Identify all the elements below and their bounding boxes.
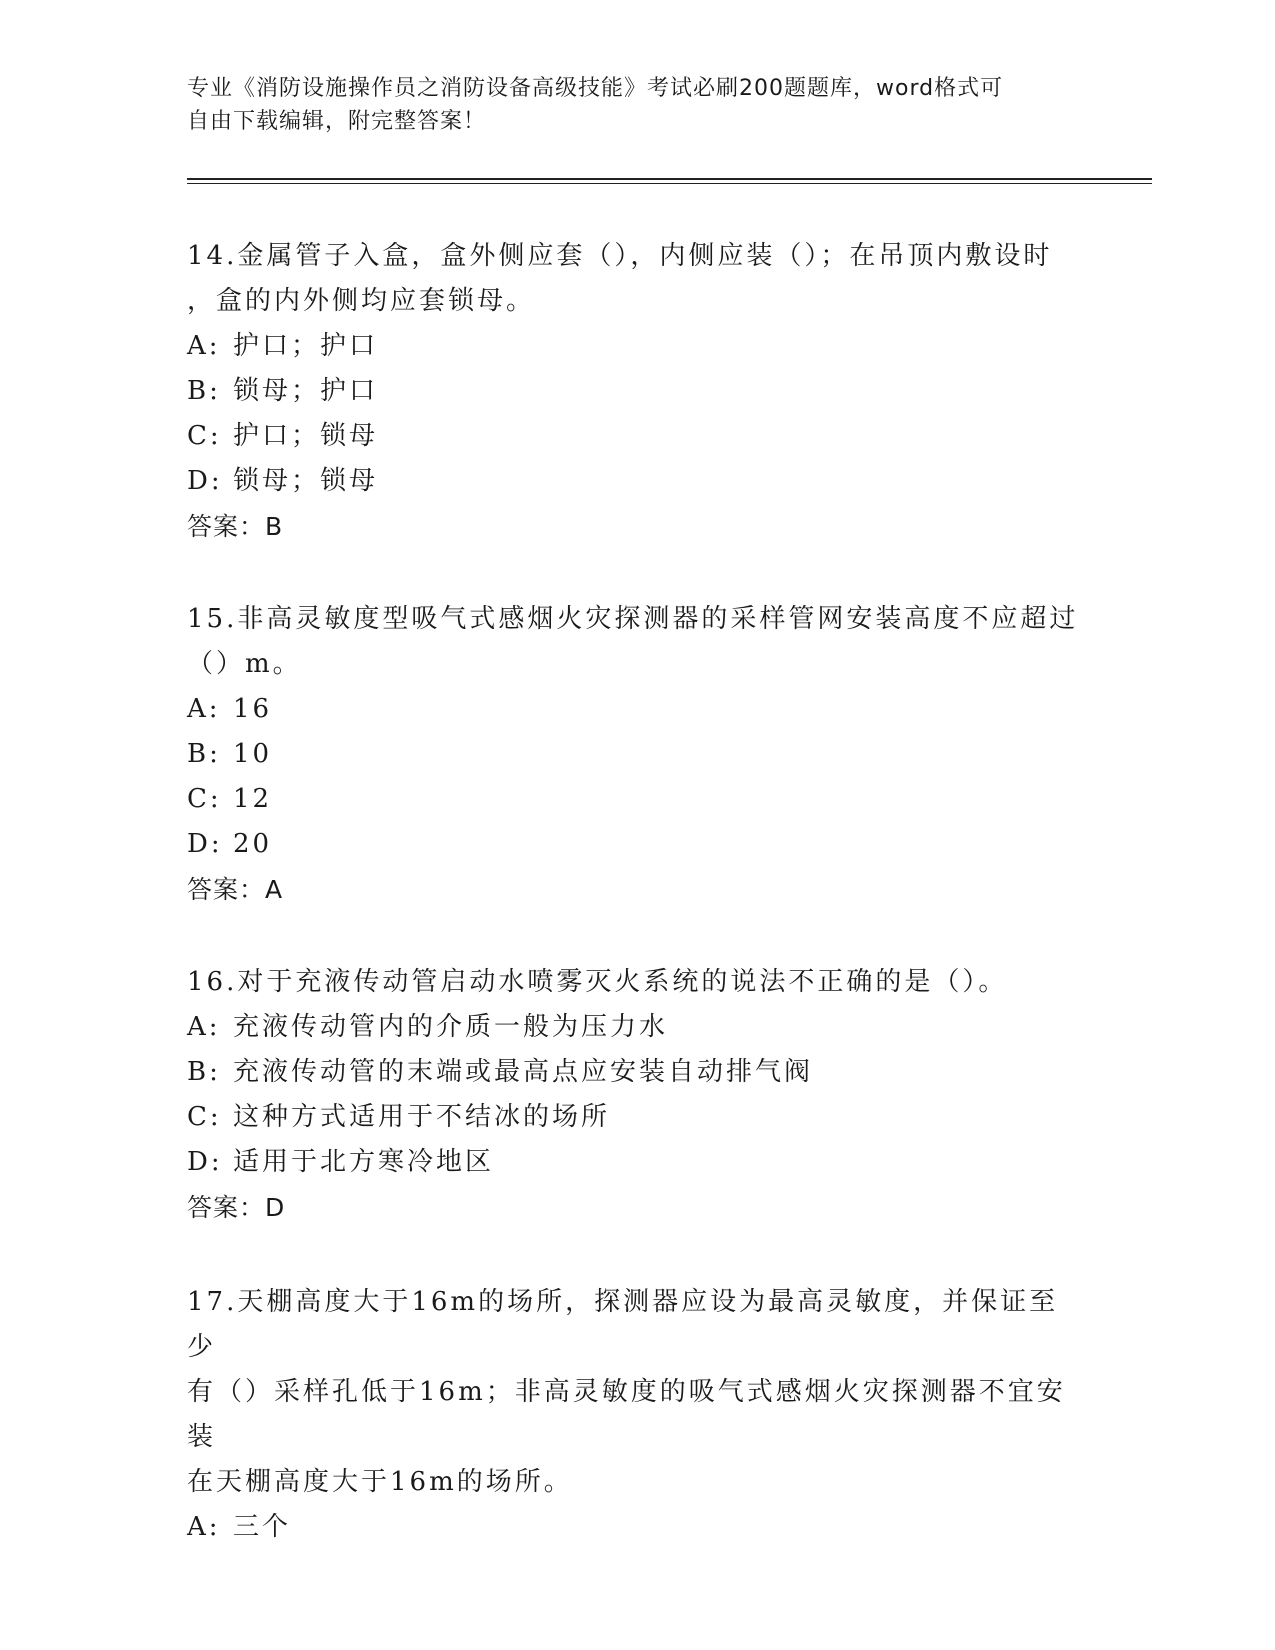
document-header xyxy=(187,72,1067,138)
question-stem: 有（）采样孔低于16m；非高灵敏度的吸气式感烟火灾探测器不宜安装 xyxy=(187,1377,1066,1452)
option-text: 适用于北方寒冷地区 xyxy=(233,1147,495,1177)
option-text: 充液传动管的末端或最高点应安装自动排气阀 xyxy=(233,1057,814,1087)
question-stem: 14.金属管子入盒，盒外侧应套（），内侧应装（）；在吊顶内敷设时 xyxy=(187,241,1053,271)
question-stem: ，盒的内外侧均应套锁母。 xyxy=(187,286,536,316)
option-a xyxy=(187,1505,1087,1550)
option-c xyxy=(187,777,1087,822)
option-key: D: xyxy=(187,829,223,859)
question-stem: 16.对于充液传动管启动水喷雾灭火系统的说法不正确的是（）。 xyxy=(187,967,1008,997)
header-line-2: 自由下载编辑，附完整答案！ xyxy=(187,109,487,134)
option-d xyxy=(187,459,1087,504)
option-key: B: xyxy=(187,376,221,406)
option-key: D: xyxy=(187,466,223,496)
option-text: 护口；锁母 xyxy=(233,421,379,451)
option-d xyxy=(187,822,1087,867)
header-line-1: 专业《消防设施操作员之消防设备高级技能》考试必刷200题题库，word格式可 xyxy=(187,76,1004,101)
header-divider-thin xyxy=(187,183,1152,184)
option-key: A: xyxy=(187,331,221,361)
option-b xyxy=(187,732,1087,777)
option-text: 锁母；护口 xyxy=(233,376,379,406)
option-a xyxy=(187,687,1087,732)
option-text: 20 xyxy=(233,829,273,859)
question-17 xyxy=(187,1280,1087,1550)
option-text: 16 xyxy=(233,694,273,724)
option-key: A: xyxy=(187,1012,221,1042)
option-d xyxy=(187,1140,1087,1185)
option-c xyxy=(187,414,1087,459)
option-c xyxy=(187,1095,1087,1140)
option-text: 10 xyxy=(233,739,273,769)
option-key: A: xyxy=(187,694,221,724)
option-text: 护口；护口 xyxy=(233,331,379,361)
question-15 xyxy=(187,597,1087,913)
option-text: 锁母；锁母 xyxy=(233,466,379,496)
option-key: D: xyxy=(187,1147,223,1177)
option-key: B: xyxy=(187,1057,221,1087)
option-a xyxy=(187,1005,1087,1050)
option-key: A: xyxy=(187,1512,221,1542)
option-key: C: xyxy=(187,1102,222,1132)
option-key: B: xyxy=(187,739,221,769)
answer: 答案：B xyxy=(187,512,284,541)
option-a xyxy=(187,324,1087,369)
option-b xyxy=(187,369,1087,414)
answer: 答案：D xyxy=(187,1193,286,1222)
option-key: C: xyxy=(187,421,222,451)
option-text: 12 xyxy=(233,784,273,814)
header-divider xyxy=(187,178,1152,180)
option-key: C: xyxy=(187,784,222,814)
question-16 xyxy=(187,960,1087,1231)
question-stem: （）m。 xyxy=(187,649,302,679)
question-14 xyxy=(187,234,1087,550)
option-text: 三个 xyxy=(233,1512,292,1542)
option-b xyxy=(187,1050,1087,1095)
option-text: 充液传动管内的介质一般为压力水 xyxy=(233,1012,669,1042)
question-stem: 在天棚高度大于16m的场所。 xyxy=(187,1467,573,1497)
question-stem: 15.非高灵敏度型吸气式感烟火灾探测器的采样管网安装高度不应超过 xyxy=(187,604,1079,634)
answer: 答案：A xyxy=(187,875,284,904)
question-stem: 17.天棚高度大于16m的场所，探测器应设为最高灵敏度，并保证至少 xyxy=(187,1287,1059,1362)
option-text: 这种方式适用于不结冰的场所 xyxy=(233,1102,611,1132)
